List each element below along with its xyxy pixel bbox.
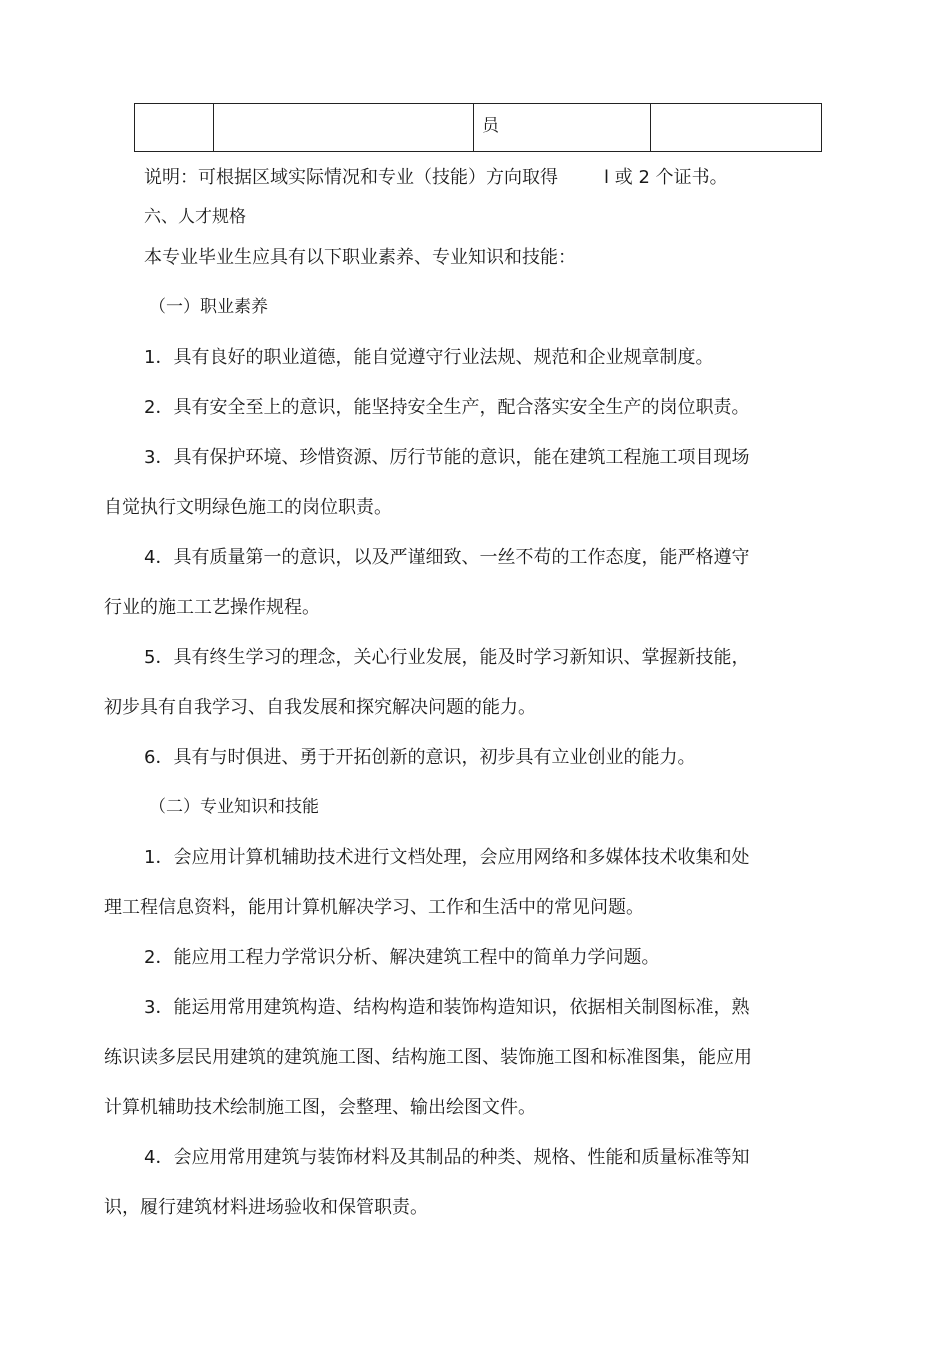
list-item-line: 5．具有终生学习的理念，关心行业发展，能及时学习新知识、掌握新技能，	[144, 647, 750, 668]
list-item-line: 行业的施工工艺操作规程。	[104, 597, 320, 618]
subsection-heading: （一）职业素养	[149, 297, 268, 317]
list-item-line: 6．具有与时俱进、勇于开拓创新的意识，初步具有立业创业的能力。	[144, 747, 696, 768]
certificate-table-fragment	[134, 103, 822, 152]
table-note	[144, 169, 728, 187]
list-item-line: 3．具有保护环境、珍惜资源、厉行节能的意识，能在建筑工程施工项目现场	[144, 447, 750, 468]
list-item-line: 2．具有安全至上的意识，能坚持安全生产，配合落实安全生产的岗位职责。	[144, 397, 750, 418]
list-item-line: 理工程信息资料，能用计算机解决学习、工作和生活中的常见问题。	[104, 897, 644, 918]
list-item-line: 3．能运用常用建筑构造、结构构造和装饰构造知识，依据相关制图标准，熟	[144, 997, 750, 1018]
table-cell	[214, 104, 474, 152]
table-cell	[651, 104, 822, 152]
table-cell: 员	[474, 104, 651, 152]
table-row	[135, 104, 822, 152]
table-note-prefix: 说明：可根据区域实际情况和专业（技能）方向取得	[144, 167, 558, 188]
list-item-line: 识，履行建筑材料进场验收和保管职责。	[104, 1197, 428, 1218]
list-item-line: 4．具有质量第一的意识，以及严谨细致、一丝不苟的工作态度，能严格遵守	[144, 547, 750, 568]
section-heading: 六、人才规格	[144, 207, 246, 227]
list-item-line: 练识读多层民用建筑的建筑施工图、结构施工图、装饰施工图和标准图集，能应用	[104, 1047, 752, 1068]
list-item-line: 1．会应用计算机辅助技术进行文档处理，会应用网络和多媒体技术收集和处	[144, 847, 750, 868]
list-item-line: 自觉执行文明绿色施工的岗位职责。	[104, 497, 392, 518]
list-item-line: 2．能应用工程力学常识分析、解决建筑工程中的简单力学问题。	[144, 947, 660, 968]
subsection-heading: （二）专业知识和技能	[149, 797, 319, 817]
intro-paragraph: 本专业毕业生应具有以下职业素养、专业知识和技能：	[144, 247, 576, 268]
table-cell	[135, 104, 214, 152]
list-item-line: 计算机辅助技术绘制施工图，会整理、输出绘图文件。	[104, 1097, 536, 1118]
list-item-line: 初步具有自我学习、自我发展和探究解决问题的能力。	[104, 697, 536, 718]
list-item-line: 1．具有良好的职业道德，能自觉遵守行业法规、规范和企业规章制度。	[144, 347, 714, 368]
table-note-suffix: l 或 2 个证书。	[604, 167, 728, 188]
list-item-line: 4．会应用常用建筑与装饰材料及其制品的种类、规格、性能和质量标准等知	[144, 1147, 750, 1168]
